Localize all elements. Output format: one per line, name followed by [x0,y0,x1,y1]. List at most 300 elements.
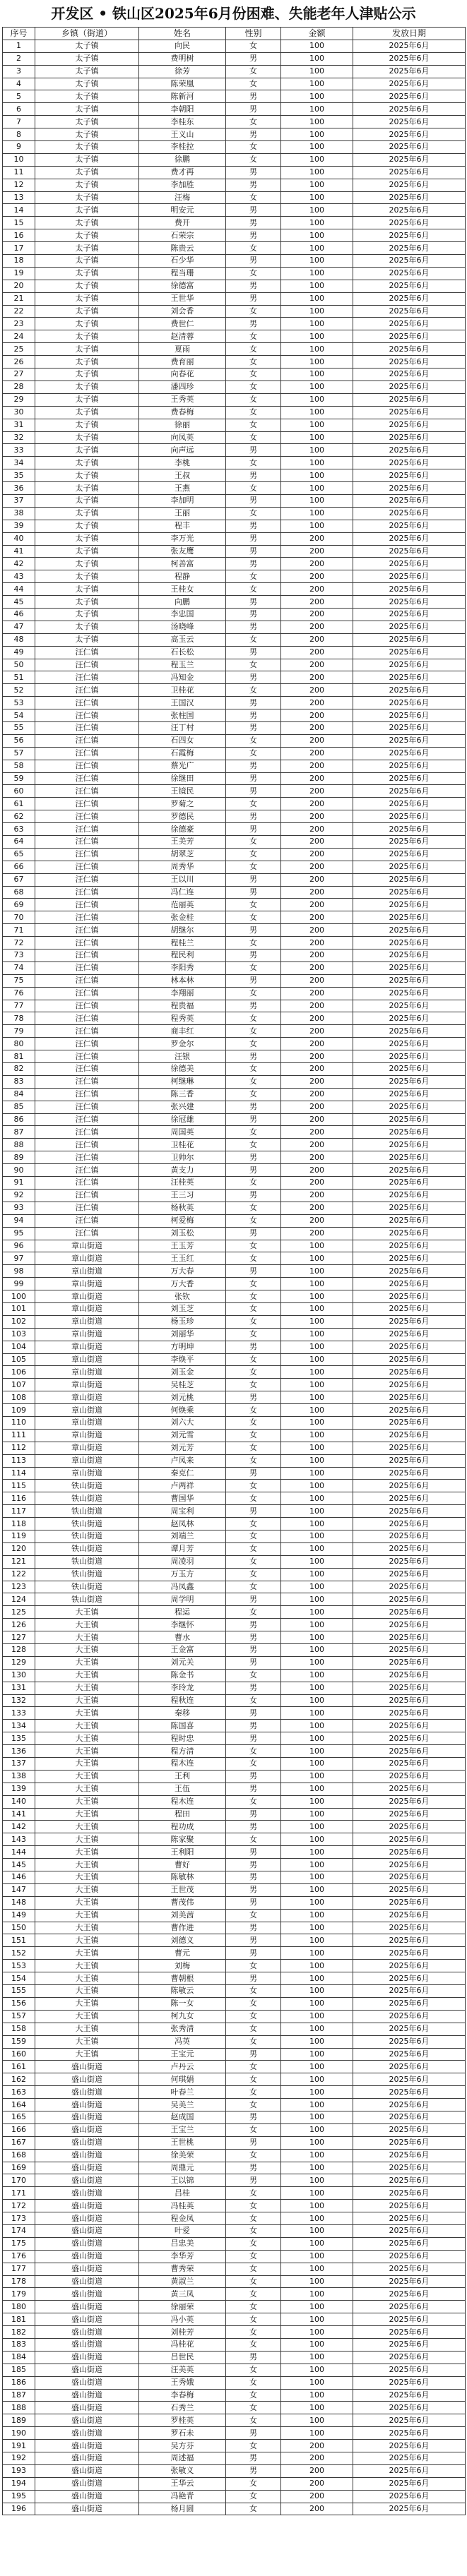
cell-index: 11 [3,166,35,179]
cell-gender: 女 [226,747,281,760]
table-row [3,2237,466,2250]
cell-township: 汪仁镇 [35,974,139,987]
cell-gender: 男 [226,1859,281,1871]
cell-township: 汪仁镇 [35,684,139,697]
cell-name: 秦移 [139,1707,226,1720]
table-row [3,128,466,141]
cell-date: 2025年6月 [353,1202,466,1214]
cell-date: 2025年6月 [353,1821,466,1833]
cell-name: 程功成 [139,1821,226,1833]
cell-township: 太子镇 [35,621,139,633]
cell-amount: 100 [281,1366,353,1379]
header-index: 序号 [3,28,35,40]
cell-date: 2025年6月 [353,2086,466,2099]
cell-amount: 100 [281,507,353,520]
cell-date: 2025年6月 [353,2200,466,2212]
cell-amount: 100 [281,2237,353,2250]
cell-name: 程田 [139,1808,226,1821]
cell-index: 43 [3,570,35,583]
cell-name: 卫桂花 [139,684,226,697]
table-row [3,2035,466,2048]
cell-amount: 100 [281,2023,353,2035]
cell-name: 卫桂花 [139,1139,226,1151]
cell-township: 盛山街道 [35,2376,139,2389]
cell-name: 李桃 [139,457,226,469]
cell-gender: 女 [226,1492,281,1505]
cell-township: 太子镇 [35,369,139,381]
cell-gender: 女 [226,798,281,810]
cell-index: 36 [3,482,35,495]
table-row [3,2048,466,2061]
cell-name: 曹朝根 [139,1972,226,1985]
table-row [3,911,466,924]
cell-date: 2025年6月 [353,785,466,798]
cell-index: 87 [3,1126,35,1139]
cell-township: 太子镇 [35,166,139,179]
cell-township: 太子镇 [35,494,139,507]
cell-date: 2025年6月 [353,267,466,280]
cell-gender: 女 [226,2275,281,2288]
cell-name: 向春花 [139,369,226,381]
cell-amount: 200 [281,671,353,684]
cell-amount: 100 [281,1480,353,1492]
table-row [3,772,466,785]
cell-amount: 200 [281,785,353,798]
cell-amount: 200 [281,924,353,937]
cell-amount: 100 [281,2250,353,2263]
cell-gender: 女 [226,191,281,204]
table-row [3,1063,466,1076]
cell-index: 76 [3,987,35,1000]
cell-gender: 女 [226,961,281,974]
cell-township: 汪仁镇 [35,1214,139,1227]
cell-name: 李桂拉 [139,141,226,154]
cell-name: 徐德美 [139,1063,226,1076]
cell-amount: 100 [281,1353,353,1366]
cell-name: 刘元雪 [139,1429,226,1442]
cell-index: 118 [3,1518,35,1530]
cell-index: 132 [3,1694,35,1707]
cell-name: 冯凤鑫 [139,1581,226,1593]
cell-township: 章山街道 [35,1416,139,1429]
cell-date: 2025年6月 [353,987,466,1000]
cell-gender: 男 [226,545,281,558]
cell-amount: 100 [281,2111,353,2123]
cell-date: 2025年6月 [353,1644,466,1657]
cell-index: 180 [3,2301,35,2313]
cell-name: 李春梅 [139,2389,226,2402]
cell-amount: 100 [281,1934,353,1947]
page-title: 开发区 • 铁山区2025年6月份困难、失能老年人津贴公示 [51,5,416,22]
cell-gender: 女 [226,2035,281,2048]
table-row [3,1189,466,1202]
cell-amount: 100 [281,2414,353,2427]
cell-date: 2025年6月 [353,1038,466,1050]
cell-index: 140 [3,1795,35,1808]
cell-township: 盛山街道 [35,2427,139,2440]
cell-date: 2025年6月 [353,2402,466,2414]
cell-gender: 女 [226,2023,281,2035]
cell-index: 74 [3,961,35,974]
cell-gender: 女 [226,2149,281,2162]
cell-index: 108 [3,1391,35,1404]
table-row [3,1278,466,1290]
cell-index: 129 [3,1656,35,1669]
cell-amount: 100 [281,2149,353,2162]
cell-name: 程贵福 [139,1000,226,1012]
cell-gender: 女 [226,2288,281,2301]
cell-index: 1 [3,40,35,52]
cell-gender: 女 [226,78,281,90]
table-row [3,646,466,659]
cell-township: 太子镇 [35,482,139,495]
table-row [3,1139,466,1151]
cell-township: 大王镇 [35,2035,139,2048]
cell-gender: 男 [226,1972,281,1985]
table-row [3,1202,466,1214]
cell-gender: 女 [226,40,281,52]
cell-date: 2025年6月 [353,369,466,381]
cell-gender: 女 [226,393,281,406]
cell-name: 刘玉芝 [139,1302,226,1315]
cell-date: 2025年6月 [353,899,466,911]
cell-township: 铁山街道 [35,1593,139,1606]
table-row [3,1000,466,1012]
cell-township: 太子镇 [35,78,139,90]
cell-amount: 200 [281,772,353,785]
cell-date: 2025年6月 [353,911,466,924]
cell-township: 铁山街道 [35,1555,139,1568]
table-row [3,2149,466,2162]
cell-township: 太子镇 [35,558,139,570]
table-row [3,532,466,545]
cell-name: 汪美英 [139,2364,226,2376]
cell-township: 太子镇 [35,90,139,103]
cell-name: 谭月芳 [139,1542,226,1555]
cell-gender: 男 [226,1631,281,1644]
table-row [3,747,466,760]
cell-amount: 100 [281,153,353,166]
cell-gender: 男 [226,1000,281,1012]
cell-index: 185 [3,2364,35,2376]
cell-index: 2 [3,52,35,65]
cell-name: 柯九女 [139,2010,226,2023]
cell-township: 盛山街道 [35,2338,139,2351]
cell-index: 7 [3,116,35,128]
table-row [3,1101,466,1113]
cell-date: 2025年6月 [353,1391,466,1404]
cell-name: 刘美茜 [139,1909,226,1922]
cell-amount: 200 [281,721,353,734]
cell-gender: 女 [226,1315,281,1328]
cell-gender: 男 [226,103,281,116]
cell-date: 2025年6月 [353,1328,466,1341]
cell-name: 王秀娥 [139,2376,226,2389]
table-row [3,937,466,949]
cell-gender: 女 [226,2440,281,2452]
cell-index: 79 [3,1025,35,1038]
cell-name: 罗石未 [139,2427,226,2440]
cell-name: 王华云 [139,2477,226,2490]
cell-gender: 女 [226,1278,281,1290]
cell-date: 2025年6月 [353,532,466,545]
cell-name: 王燕 [139,482,226,495]
cell-name: 陈金书 [139,1669,226,1682]
cell-index: 33 [3,444,35,457]
cell-index: 39 [3,520,35,532]
cell-name: 万大春 [139,1265,226,1278]
cell-gender: 男 [226,1770,281,1783]
cell-date: 2025年6月 [353,507,466,520]
table-row [3,90,466,103]
cell-township: 汪仁镇 [35,1139,139,1151]
cell-gender: 女 [226,1025,281,1038]
cell-amount: 100 [281,2389,353,2402]
cell-amount: 100 [281,2263,353,2275]
cell-index: 173 [3,2212,35,2225]
cell-name: 程静 [139,570,226,583]
cell-township: 太子镇 [35,292,139,305]
cell-township: 太子镇 [35,267,139,280]
cell-gender: 男 [226,520,281,532]
cell-name: 商丰红 [139,1025,226,1038]
cell-index: 158 [3,2023,35,2035]
cell-amount: 100 [281,90,353,103]
cell-index: 99 [3,1278,35,1290]
header-date: 发放日期 [353,28,466,40]
cell-township: 盛山街道 [35,2414,139,2427]
cell-date: 2025年6月 [353,179,466,191]
cell-index: 130 [3,1669,35,1682]
cell-date: 2025年6月 [353,1568,466,1581]
cell-date: 2025年6月 [353,343,466,356]
cell-gender: 男 [226,1189,281,1202]
table-row [3,2376,466,2389]
cell-date: 2025年6月 [353,1353,466,1366]
cell-index: 122 [3,1568,35,1581]
cell-name: 冯仁连 [139,886,226,899]
cell-name: 李华芳 [139,2250,226,2263]
cell-amount: 100 [281,1518,353,1530]
cell-amount: 200 [281,570,353,583]
cell-name: 周凌羽 [139,1555,226,1568]
cell-date: 2025年6月 [353,924,466,937]
table-row [3,1302,466,1315]
cell-gender: 女 [226,1379,281,1391]
cell-gender: 女 [226,1252,281,1265]
cell-date: 2025年6月 [353,191,466,204]
table-row [3,457,466,469]
cell-township: 铁山街道 [35,1505,139,1518]
cell-index: 105 [3,1353,35,1366]
cell-amount: 100 [281,40,353,52]
cell-name: 张金桂 [139,911,226,924]
cell-name: 程时忠 [139,1732,226,1745]
cell-date: 2025年6月 [353,520,466,532]
table-row [3,1480,466,1492]
cell-name: 徐丽 [139,419,226,431]
cell-township: 大王镇 [35,1997,139,2010]
cell-gender: 男 [226,128,281,141]
table-row [3,78,466,90]
cell-index: 13 [3,191,35,204]
cell-township: 章山街道 [35,1315,139,1328]
cell-gender: 男 [226,280,281,292]
cell-name: 何琪娟 [139,2073,226,2086]
table-row [3,1758,466,1771]
table-row [3,1745,466,1758]
cell-name: 王义山 [139,128,226,141]
cell-index: 78 [3,1012,35,1025]
table-row [3,873,466,886]
cell-name: 王玉芳 [139,1240,226,1252]
cell-gender: 女 [226,1139,281,1151]
cell-date: 2025年6月 [353,103,466,116]
cell-gender: 男 [226,1896,281,1909]
cell-name: 冯英 [139,2035,226,2048]
cell-amount: 200 [281,558,353,570]
cell-name: 黄淑兰 [139,2275,226,2288]
table-row [3,1113,466,1126]
cell-index: 137 [3,1758,35,1771]
cell-gender: 女 [226,419,281,431]
cell-name: 李焕平 [139,1353,226,1366]
cell-date: 2025年6月 [353,721,466,734]
cell-name: 赵凤林 [139,1518,226,1530]
cell-amount: 100 [281,1985,353,1998]
cell-name: 柯爱梅 [139,1214,226,1227]
cell-date: 2025年6月 [353,255,466,268]
cell-township: 章山街道 [35,1467,139,1480]
cell-amount: 200 [281,621,353,633]
cell-amount: 200 [281,1101,353,1113]
cell-gender: 女 [226,2187,281,2200]
table-row [3,608,466,621]
cell-gender: 男 [226,721,281,734]
cell-amount: 100 [281,2086,353,2099]
table-row [3,2061,466,2073]
table-row [3,2427,466,2440]
table-row [3,734,466,747]
cell-name: 程桂兰 [139,937,226,949]
cell-township: 大王镇 [35,1770,139,1783]
cell-amount: 100 [281,2200,353,2212]
cell-name: 陈敏林 [139,1871,226,1884]
cell-gender: 男 [226,1593,281,1606]
cell-name: 李继怀 [139,1619,226,1631]
cell-name: 程丰 [139,520,226,532]
cell-amount: 200 [281,583,353,596]
cell-gender: 男 [226,444,281,457]
cell-township: 汪仁镇 [35,861,139,873]
cell-date: 2025年6月 [353,1467,466,1480]
cell-amount: 100 [281,1909,353,1922]
cell-name: 向鹏 [139,596,226,609]
cell-amount: 200 [281,911,353,924]
cell-date: 2025年6月 [353,1682,466,1694]
table-row [3,1328,466,1341]
cell-index: 134 [3,1720,35,1732]
cell-name: 李桂东 [139,116,226,128]
cell-name: 徐德富 [139,280,226,292]
cell-amount: 100 [281,179,353,191]
cell-index: 83 [3,1075,35,1088]
cell-amount: 100 [281,1265,353,1278]
cell-township: 太子镇 [35,520,139,532]
table-row [3,2086,466,2099]
cell-date: 2025年6月 [353,2224,466,2237]
cell-township: 盛山街道 [35,2263,139,2275]
cell-township: 盛山街道 [35,2187,139,2200]
cell-township: 章山街道 [35,1240,139,1252]
cell-gender: 女 [226,507,281,520]
cell-township: 汪仁镇 [35,1075,139,1088]
header-amount: 金额 [281,28,353,40]
cell-date: 2025年6月 [353,1505,466,1518]
table-row [3,431,466,444]
cell-township: 太子镇 [35,204,139,217]
cell-township: 盛山街道 [35,2351,139,2364]
cell-amount: 100 [281,1341,353,1353]
cell-date: 2025年6月 [353,1909,466,1922]
cell-index: 67 [3,873,35,886]
cell-date: 2025年6月 [353,1871,466,1884]
cell-index: 153 [3,1960,35,1972]
table-body [3,40,466,2515]
cell-amount: 100 [281,1442,353,1454]
table-row [3,1265,466,1278]
cell-gender: 女 [226,2389,281,2402]
cell-amount: 100 [281,1972,353,1985]
cell-gender: 男 [226,810,281,823]
cell-township: 大王镇 [35,1707,139,1720]
cell-amount: 100 [281,2136,353,2149]
cell-gender: 女 [226,1404,281,1417]
cell-index: 72 [3,937,35,949]
cell-index: 89 [3,1151,35,1164]
cell-date: 2025年6月 [353,431,466,444]
cell-date: 2025年6月 [353,1252,466,1265]
table-row [3,2275,466,2288]
cell-date: 2025年6月 [353,1619,466,1631]
cell-date: 2025年6月 [353,734,466,747]
cell-index: 148 [3,1896,35,1909]
table-row [3,1025,466,1038]
cell-township: 盛山街道 [35,2452,139,2465]
cell-amount: 100 [281,52,353,65]
cell-date: 2025年6月 [353,1088,466,1101]
cell-date: 2025年6月 [353,1922,466,1934]
cell-amount: 100 [281,1960,353,1972]
cell-date: 2025年6月 [353,747,466,760]
cell-date: 2025年6月 [353,1656,466,1669]
cell-date: 2025年6月 [353,1808,466,1821]
cell-gender: 男 [226,558,281,570]
table-row [3,191,466,204]
cell-date: 2025年6月 [353,2376,466,2389]
cell-township: 汪仁镇 [35,721,139,734]
cell-gender: 男 [226,217,281,229]
cell-township: 太子镇 [35,381,139,393]
table-row [3,343,466,356]
table-row [3,974,466,987]
cell-index: 139 [3,1783,35,1795]
table-row [3,494,466,507]
cell-date: 2025年6月 [353,937,466,949]
cell-gender: 女 [226,1302,281,1315]
table-row [3,2123,466,2136]
cell-date: 2025年6月 [353,1947,466,1960]
